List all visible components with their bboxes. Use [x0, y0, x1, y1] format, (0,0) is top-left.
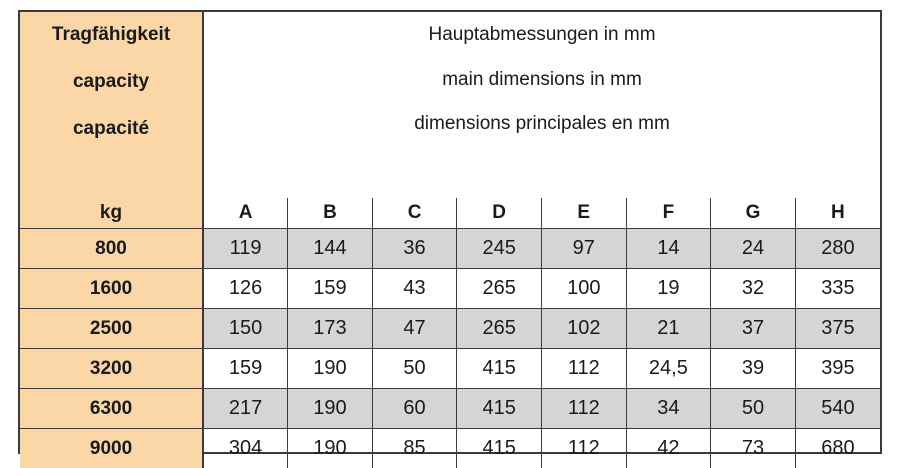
value-cell-c: 43 — [372, 269, 457, 309]
value-cell-e: 100 — [541, 269, 626, 309]
capacity-label-en: capacity — [20, 69, 202, 116]
value-cell-f: 21 — [626, 309, 711, 349]
value-cell-d: 245 — [457, 229, 542, 269]
value-cell-f: 14 — [626, 229, 711, 269]
table-row — [20, 229, 880, 269]
value-cell-c: 47 — [372, 309, 457, 349]
value-cell-g: 73 — [711, 429, 796, 468]
capacity-cell: 6300 — [20, 389, 203, 429]
dimension-table-frame — [18, 10, 882, 454]
value-cell-b: 190 — [288, 389, 373, 429]
capacity-cell: 9000 — [20, 429, 203, 468]
value-cell-c: 36 — [372, 229, 457, 269]
column-header-h: H — [795, 198, 880, 229]
capacity-label-fr: capacité — [20, 116, 202, 163]
value-cell-d: 415 — [457, 389, 542, 429]
table-row — [20, 309, 880, 349]
value-cell-f: 24,5 — [626, 349, 711, 389]
dimensions-label-de: Hauptabmessungen in mm — [204, 22, 880, 67]
value-cell-a: 217 — [203, 389, 288, 429]
value-cell-a: 150 — [203, 309, 288, 349]
value-cell-d: 415 — [457, 349, 542, 389]
value-cell-c: 85 — [372, 429, 457, 468]
value-cell-f: 34 — [626, 389, 711, 429]
value-cell-e: 102 — [541, 309, 626, 349]
value-cell-b: 144 — [288, 229, 373, 269]
column-header-d: D — [457, 198, 542, 229]
capacity-cell: 1600 — [20, 269, 203, 309]
table-row — [20, 429, 880, 468]
value-cell-h: 280 — [795, 229, 880, 269]
value-cell-a: 304 — [203, 429, 288, 468]
value-cell-b: 159 — [288, 269, 373, 309]
value-cell-g: 32 — [711, 269, 796, 309]
value-cell-e: 112 — [541, 389, 626, 429]
value-cell-e: 112 — [541, 349, 626, 389]
value-cell-h: 540 — [795, 389, 880, 429]
value-cell-g: 24 — [711, 229, 796, 269]
value-cell-h: 335 — [795, 269, 880, 309]
value-cell-d: 265 — [457, 309, 542, 349]
value-cell-a: 119 — [203, 229, 288, 269]
value-cell-d: 415 — [457, 429, 542, 468]
column-header-b: B — [288, 198, 373, 229]
value-cell-b: 190 — [288, 349, 373, 389]
column-header-g: G — [711, 198, 796, 229]
value-cell-b: 190 — [288, 429, 373, 468]
value-cell-g: 37 — [711, 309, 796, 349]
value-cell-e: 97 — [541, 229, 626, 269]
capacity-label-de: Tragfähigkeit — [20, 22, 202, 69]
value-cell-f: 19 — [626, 269, 711, 309]
value-cell-c: 60 — [372, 389, 457, 429]
value-cell-h: 375 — [795, 309, 880, 349]
capacity-header — [20, 12, 203, 198]
table-row — [20, 269, 880, 309]
table-row — [20, 349, 880, 389]
dimension-table — [20, 12, 880, 468]
dimensions-header — [203, 12, 880, 198]
value-cell-f: 42 — [626, 429, 711, 468]
value-cell-c: 50 — [372, 349, 457, 389]
dimensions-label-en: main dimensions in mm — [204, 67, 880, 112]
value-cell-b: 173 — [288, 309, 373, 349]
table-row — [20, 389, 880, 429]
column-header-f: F — [626, 198, 711, 229]
capacity-unit: kg — [20, 198, 203, 229]
column-header-e: E — [541, 198, 626, 229]
value-cell-h: 680 — [795, 429, 880, 468]
capacity-cell: 800 — [20, 229, 203, 269]
capacity-cell: 3200 — [20, 349, 203, 389]
column-header-a: A — [203, 198, 288, 229]
value-cell-a: 159 — [203, 349, 288, 389]
header-row-titles — [20, 12, 880, 198]
value-cell-g: 50 — [711, 389, 796, 429]
value-cell-a: 126 — [203, 269, 288, 309]
header-row-columns — [20, 198, 880, 229]
value-cell-e: 112 — [541, 429, 626, 468]
value-cell-h: 395 — [795, 349, 880, 389]
column-header-c: C — [372, 198, 457, 229]
dimensions-label-fr: dimensions principales en mm — [204, 111, 880, 156]
value-cell-g: 39 — [711, 349, 796, 389]
capacity-cell: 2500 — [20, 309, 203, 349]
value-cell-d: 265 — [457, 269, 542, 309]
